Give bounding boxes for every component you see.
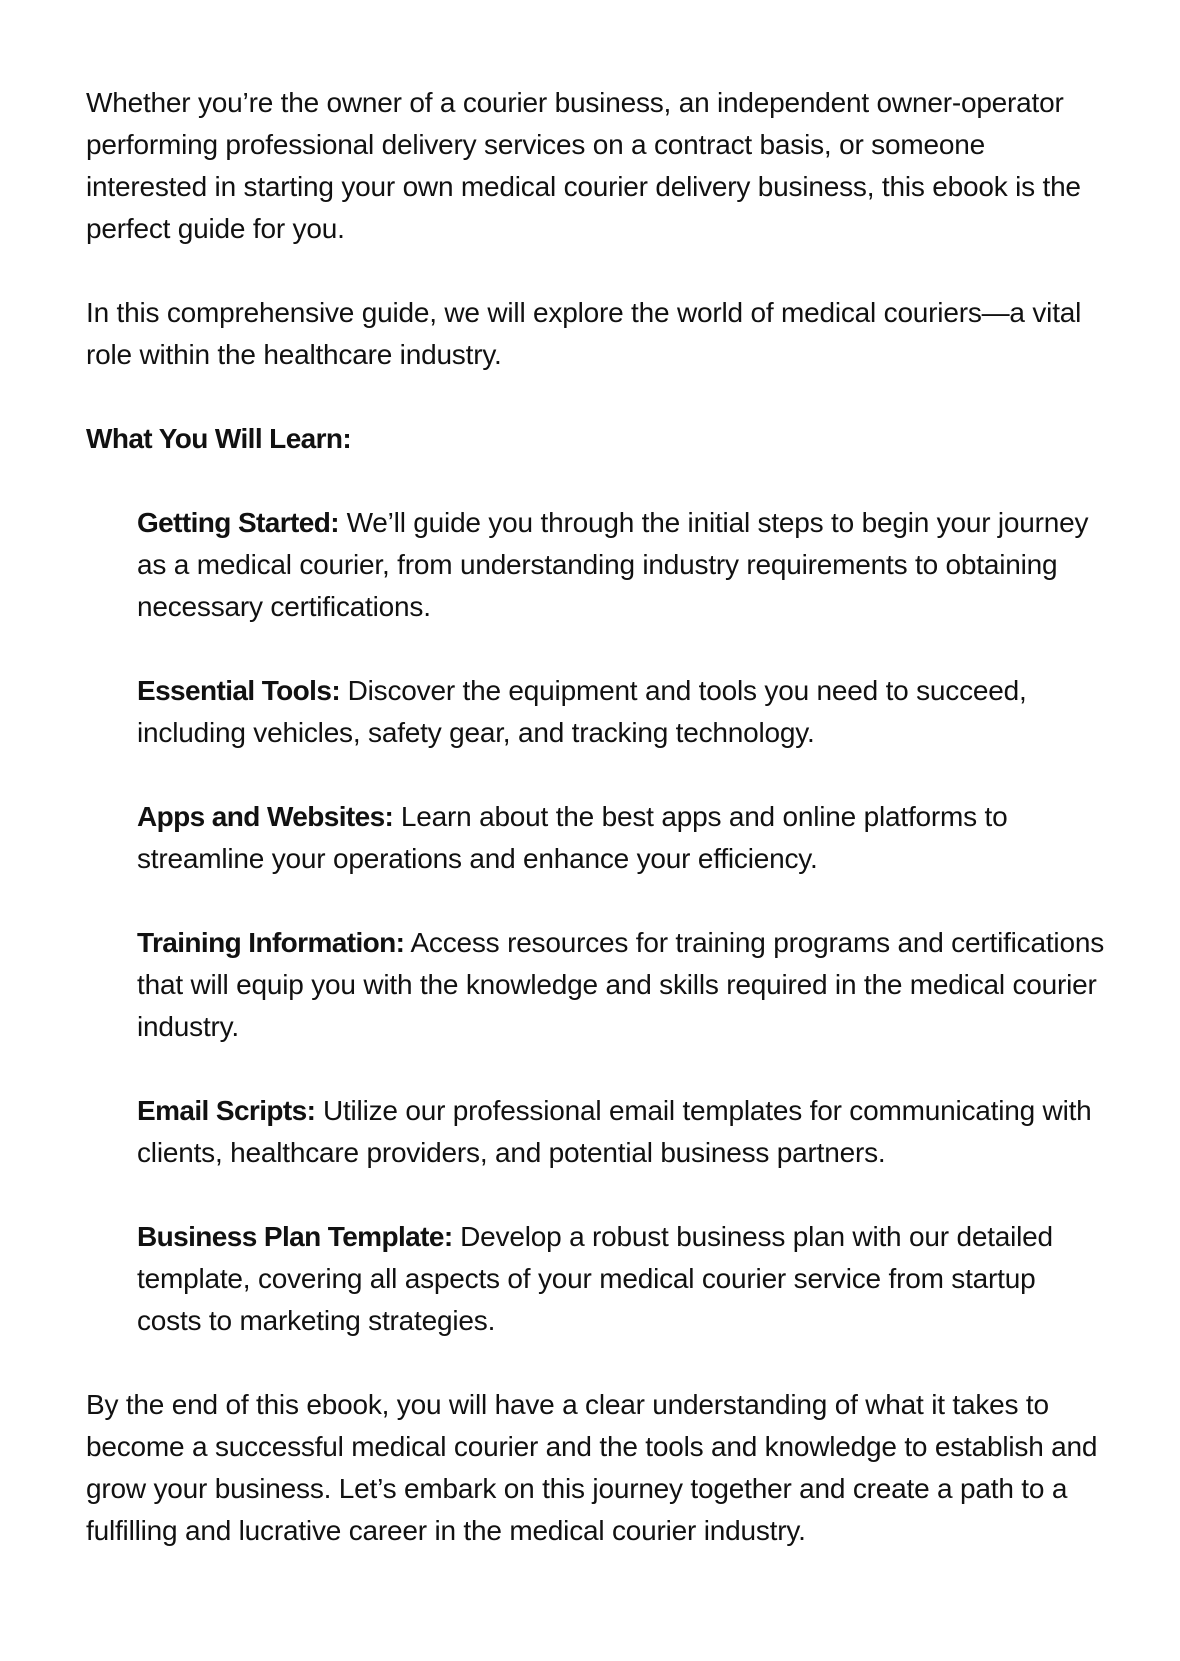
learn-item-title: Apps and Websites: xyxy=(137,801,394,832)
learn-item-apps-websites xyxy=(137,796,1106,880)
learn-item-title: Training Information: xyxy=(137,927,405,958)
learn-item-text: We’ll guide you through the initial steps to begin your journey as a medical courier, from understanding industry requirements to obtaining necessary certifications. xyxy=(137,507,1089,622)
learn-item-business-plan-template xyxy=(137,1216,1106,1342)
learn-item-text: Learn about the best apps and online platforms to streamline your operations and enhance your efficiency. xyxy=(137,801,1008,874)
learn-heading: What You Will Learn: xyxy=(86,423,352,454)
learn-item-email-scripts xyxy=(137,1090,1106,1174)
learn-item-text: Develop a robust business plan with our detailed template, covering all aspects of your medical courier service from startup costs to marketing strategies. xyxy=(137,1221,1053,1336)
learn-list xyxy=(86,502,1106,1342)
intro-paragraph-guide: In this comprehensive guide, we will explore the world of medical couriers—a vital role within the healthcare industry. xyxy=(86,297,1082,370)
ebook-page xyxy=(86,82,1106,1552)
learn-item-essential-tools xyxy=(137,670,1106,754)
learn-item-getting-started xyxy=(137,502,1106,628)
intro-paragraph-owners: Whether you’re the owner of a courier business, an independent owner-operator performing professional delivery services on a contract basis, or someone interested in starting your own medical courier delivery business, this ebook is the perfect guide for you. xyxy=(86,87,1081,244)
learn-item-text: Discover the equipment and tools you need to succeed, including vehicles, safety gear, and tracking technology. xyxy=(137,675,1027,748)
closing-paragraph: By the end of this ebook, you will have a clear understanding of what it takes to become a successful medical courier and the tools and knowledge to establish and grow your business. Let’s embark on this journey together and create a path to a fulfilling and lucrative career in the medical courier industry. xyxy=(86,1389,1098,1546)
learn-item-title: Getting Started: xyxy=(137,507,339,538)
learn-item-title: Essential Tools: xyxy=(137,675,341,706)
learn-item-training-information xyxy=(137,922,1106,1048)
learn-item-title: Business Plan Template: xyxy=(137,1221,453,1252)
learn-item-text: Utilize our professional email templates for communicating with clients, healthcare providers, and potential business partners. xyxy=(137,1095,1092,1168)
learn-item-title: Email Scripts: xyxy=(137,1095,316,1126)
learn-item-text: Access resources for training programs and certifications that will equip you with the knowledge and skills required in the medical courier industry. xyxy=(137,927,1105,1042)
